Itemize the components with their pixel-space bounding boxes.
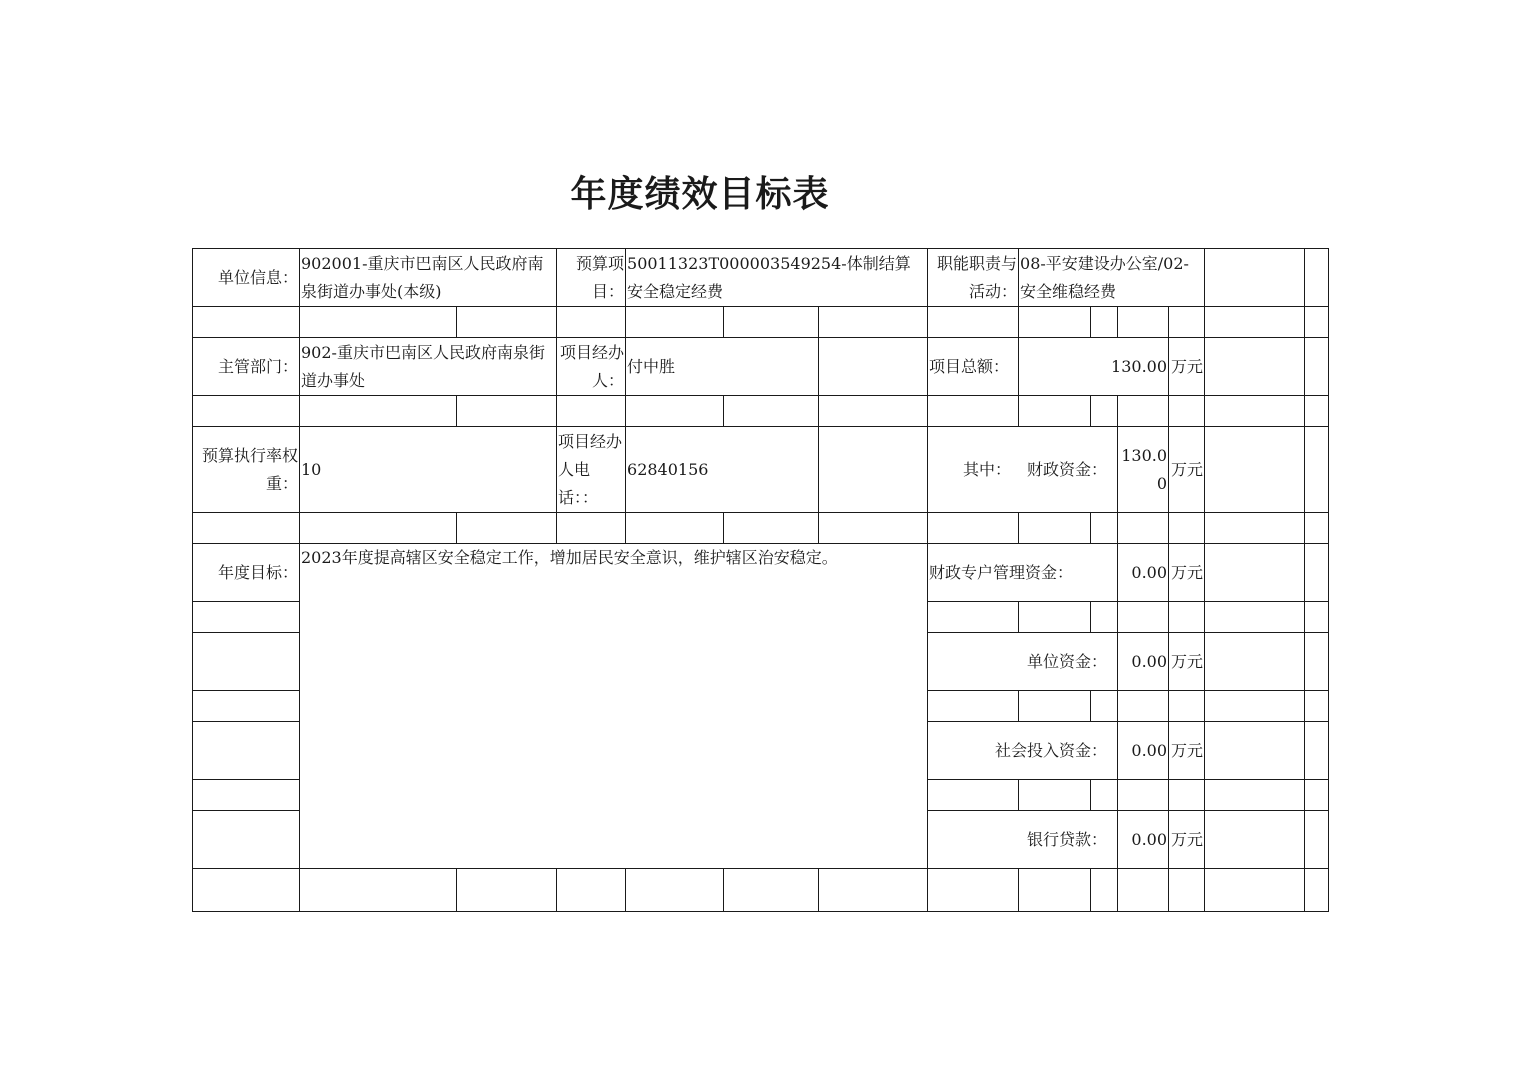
fiscal-funds-prefix: 其中： <box>962 459 1011 479</box>
bank-loan-label: 银行贷款： <box>928 811 1118 869</box>
spacer-row <box>193 513 1329 544</box>
empty-cell <box>819 338 928 396</box>
spacer-row <box>193 396 1329 427</box>
unit-funds-value: 0.00 <box>1118 633 1169 691</box>
empty-cell <box>1305 722 1329 780</box>
project-total-label: 项目总额： <box>928 338 1019 396</box>
function-activity-value: 08-平安建设办公室/02-安全维稳经费 <box>1019 249 1205 307</box>
empty-cell <box>1305 427 1329 513</box>
empty-cell <box>1305 633 1329 691</box>
bank-loan-value: 0.00 <box>1118 811 1169 869</box>
social-funds-label: 社会投入资金： <box>928 722 1118 780</box>
special-funds-label: 财政专户管理资金： <box>928 544 1118 602</box>
annual-goal-value: 2023年度提高辖区安全稳定工作，增加居民安全意识，维护辖区治安稳定。 <box>300 544 928 869</box>
page-title: 年度绩效目标表 <box>570 174 830 215</box>
empty-cell <box>193 633 300 691</box>
project-total-unit: 万元 <box>1169 338 1205 396</box>
special-funds-value: 0.00 <box>1118 544 1169 602</box>
table-row <box>193 338 1329 396</box>
special-funds-unit: 万元 <box>1169 544 1205 602</box>
empty-cell <box>1205 544 1305 602</box>
execution-weight-label: 预算执行率权重： <box>193 427 300 513</box>
annual-goal-label: 年度目标： <box>193 544 300 602</box>
empty-cell <box>1305 249 1329 307</box>
supervisor-label: 主管部门： <box>193 338 300 396</box>
table-row <box>193 544 1329 602</box>
empty-cell <box>1205 338 1305 396</box>
social-funds-unit: 万元 <box>1169 722 1205 780</box>
fiscal-funds-unit: 万元 <box>1169 427 1205 513</box>
manager-phone-label: 项目经办人电话：： <box>557 427 626 513</box>
spacer-row <box>193 869 1329 912</box>
empty-cell <box>1305 811 1329 869</box>
table-row <box>193 249 1329 307</box>
unit-funds-label: 单位资金： <box>928 633 1118 691</box>
empty-cell <box>1205 427 1305 513</box>
performance-target-table <box>192 248 1329 912</box>
unit-info-label: 单位信息： <box>193 249 300 307</box>
table-row <box>193 427 1329 513</box>
spacer-row <box>193 307 1329 338</box>
function-activity-label: 职能职责与活动： <box>928 249 1019 307</box>
bank-loan-unit: 万元 <box>1169 811 1205 869</box>
empty-cell <box>1205 722 1305 780</box>
supervisor-value: 902-重庆市巴南区人民政府南泉街道办事处 <box>300 338 557 396</box>
empty-cell <box>1305 544 1329 602</box>
empty-cell <box>1205 633 1305 691</box>
empty-cell <box>1205 811 1305 869</box>
empty-cell <box>1305 338 1329 396</box>
empty-cell <box>819 427 928 513</box>
project-manager-label: 项目经办人： <box>557 338 626 396</box>
fiscal-funds-label: 财政资金： <box>1027 459 1108 479</box>
fiscal-funds-value: 130.00 <box>1118 427 1169 513</box>
execution-weight-value: 10 <box>300 427 557 513</box>
project-total-value: 130.00 <box>1019 338 1169 396</box>
empty-cell <box>193 811 300 869</box>
budget-project-value: 50011323T000003549254-体制结算安全稳定经费 <box>626 249 928 307</box>
budget-project-label: 预算项目： <box>557 249 626 307</box>
project-manager-value: 付中胜 <box>626 338 819 396</box>
empty-cell <box>1205 249 1305 307</box>
manager-phone-value: 62840156 <box>626 427 819 513</box>
unit-funds-unit: 万元 <box>1169 633 1205 691</box>
social-funds-value: 0.00 <box>1118 722 1169 780</box>
unit-info-value: 902001-重庆市巴南区人民政府南泉街道办事处(本级) <box>300 249 557 307</box>
empty-cell <box>193 722 300 780</box>
fiscal-funds-label-cell <box>928 427 1118 513</box>
